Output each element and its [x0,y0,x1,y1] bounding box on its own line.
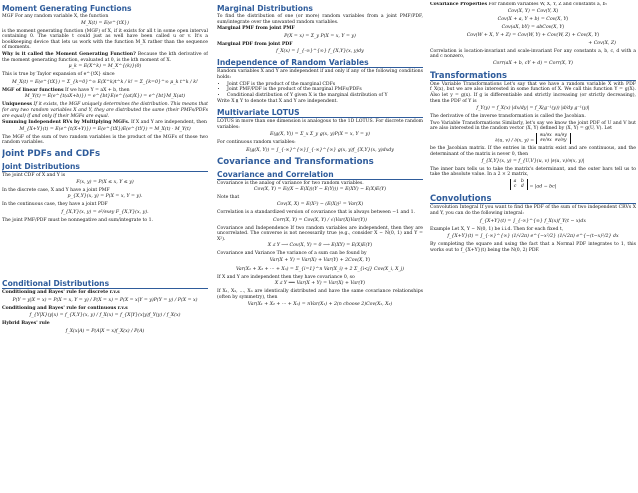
matrix-entry: ∂v/∂y [554,138,567,144]
cov-property-2: Cov(X + a, Y + b) = Cov(X, Y) [497,16,569,22]
example-equation: f_{X+Y}(t) = ∫_{-∞}^{∞} (1/√2π) e^{−x²/2} (1/√2π) e^{−(t−x)²/2} dx [447,234,619,240]
independence-text: Random variables X and Y are independent if and only if any of the following conditions holds: [217,69,423,80]
one-var-transform-equation: f_Y(y) = f_X(x) |dx/dy| = f_X(g⁻¹(y)) |d/dy g⁻¹(y)| [476,106,590,112]
matrix-entry: c [513,184,517,190]
determinant-rhs: = |ad − bc| [529,184,557,190]
joint-pmf-text: In the discrete case, X and Y have a joint PMF [2,187,110,193]
cov-independence-equation: X ⫫ Y ⟶ Cov(X, Y) = 0 ⟶ E(XY) = E(X)E(Y) [267,243,373,249]
marginal-pmf-heading: Marginal PMF from joint PMF [217,26,295,32]
section-joint-title: Joint PDFs and CDFs [2,148,101,159]
cov-corr-heading: Covariance and Correlation [217,170,423,180]
jacobian-text: be the Jacobian matrix. If the entries in this matrix exist and are continuous, and the determinant of the matrix is never 0, then [430,146,636,158]
column-1 [2,2,208,491]
convolution-text: Convolution Integral If you want to find the PDF of the sum of two independent CRVs X and Y, you can do the following integral: [430,205,636,216]
column-3 [430,2,636,491]
why-text: Because the kth derivative of the moment generating function, evaluated at 0, is the kth moment of X. [2,51,208,63]
sum-text: If X and Y are independent, then [130,120,207,126]
transformations-heading: Transformations [430,70,636,81]
bayes-discrete-heading: Conditioning and Bayes' rule for discrete r.v.s [2,290,120,296]
covariance-equation: Cov(X, Y) = E((X − E(X))(Y − E(Y))) = E(XY) − E(X)E(Y) [253,187,387,193]
lotus-heading: Multivariate LOTUS [217,108,423,118]
list-item: • Conditional distribution of Y given X is the marginal distribution of Y [227,93,423,99]
lotus-continuous-text: For continuous random variables: [217,140,296,146]
mgf-description: is the moment generating function (MGF) of X, if it exists for all t in some open interval containing 0. The variable t could just as well have been called u or v. It's a bookkeeping device that lets us work with the function M_X rather than the sequence of moments. [2,28,208,51]
column-2 [217,2,423,491]
linear-equation: M_Y(t) = E(e^{t(aX+b)}) = e^{bt}E(e^{(at)X}) = e^{bt}M_X(at) [24,94,186,100]
iid-equation: Var(X₁ + X₂ + ··· + Xₙ) = nVar(X₁) + 2(n choose 2)Cov(X₁, X₂) [247,301,393,307]
jacobian-equation: f_{X,Y}(x, y) = f_{U,V}(u, v) |∂(u, v)/∂(x, y)| [481,158,585,164]
cov-property-1: Cov(X, Y) = Cov(Y, X) [507,8,559,14]
marginal-pmf-equation: P(X = x) = Σ_y P(X = x, Y = y) [284,33,356,39]
matrix-entry: ∂u/∂y [554,132,567,138]
marginal-text: To find the distribution of one (or more) random variables from a joint PMF/PDF, sum/integrate over the unwanted random variables. [217,14,423,25]
one-var-transform-text: One Variable Transformations Let's say that we have a random variable X with PDF f_X(x), but we are also interested in some function of X. We call this function Y = g(X). Also let y = g(x). If g is differentiable and strictly increasing (or strictly decreasing), then the PDF of Y is [430,81,636,104]
cov-properties-heading: Covariance Properties [430,2,488,7]
moment-equation: μ_k = E(X^k) = M_X^{(k)}(0) [68,64,142,70]
example-text: Example Let X, Y ∼ N(0, 1) be i.i.d. Then for each fixed t, [430,226,564,232]
determinant-text: The inner bars tells us to take the matrix's determinant, and the outer bars tell us to take the absolute value. In a 2 × 2 matrix, [430,166,636,178]
section-covariance-title: Covariance and Transformations [217,156,374,167]
marginal-pdf-heading: Marginal PDF from joint PDF [217,41,293,47]
correlation-text: Correlation is a standardized version of covariance that is always between −1 and 1. [217,209,415,215]
joint-pdf-note: The joint PMF/PDF must be nonnegative and sum/integrate to 1. [2,217,153,223]
jacobian-matrix-equation [430,133,636,145]
lotus-text: LOTUS in more than one dimension is analogous to the 1D LOTUS. For discrete random variables: [217,118,423,130]
matrix-entry: d [520,184,524,190]
cov-properties-text: For random variables W, X, Y, Z and constants a, b: [488,2,608,7]
matrix-entry: b [520,178,524,184]
conditional-heading: Conditional Distributions [2,279,208,289]
independent-text: If X and Y are independent then they have covariance 0, so [217,274,355,280]
var-sum-equation: Var(X + Y) = Var(X) + Var(Y) + 2Cov(X, Y) [269,257,371,263]
mgf-definition: MGF For any random variable X, the function [2,14,109,19]
why-heading: Why is it called the Moment Generating Function? [2,51,136,57]
corr-invariance-text: Correlation is location-invariant and scale-invariant For any constants a, b, c, d with a and c nonzero, [430,48,636,60]
uniqueness-text: If it exists, the MGF uniquely determines the distribution. This means that for any two random variables X and Y, they are distributed the same (their PMFs/PDFs are equal) if and only if their MGFs are equal. [2,102,208,119]
marginal-pdf-equation: f_X(x) = ∫_{-∞}^{∞} f_{X,Y}(x, y)dy [276,49,364,55]
joint-pmf-equation: p_{X,Y}(x, y) = P(X = x, Y = y). [67,194,143,200]
section-mgf-title: Moment Generating Functions [2,4,132,13]
joint-cdf-equation: F(x, y) = P(X ≤ x, Y ≤ y) [76,179,134,185]
joint-pdf-text: In the continuous case, they have a joint PDF [2,202,108,208]
joint-pdf-equation: f_{X,Y}(x, y) = ∂²/∂x∂y F_{X,Y}(x, y). [61,209,149,215]
independence-list [227,82,423,99]
column-1-spacer [2,224,208,276]
sum-note: The MGF of the sum of two random variables is the product of the MGFs of those two random variables. [2,134,208,146]
iid-text: If X₁, X₂, ..., Xₙ are identically distributed and have the same covariance relationships (often by symmetry), then [217,289,423,301]
bayes-continuous-heading: Conditioning and Bayes' rule for continuous r.v.s [2,305,128,311]
var-sum-n-equation: Var(X₁ + X₂ + ··· + Xₙ) = Σ_{i=1}^n Var(X_i) + 2 Σ_{i<j} Cov(X_i, X_j) [235,266,405,272]
linear-heading: MGF of linear functions [2,87,64,93]
cov-property-4: Cov(W + X, Y + Z) = Cov(W, Y) + Cov(W, Z) + Cov(X, Y) [466,32,600,38]
lotus-continuous-equation: E(g(X, Y)) = ∫_{-∞}^{∞}∫_{-∞}^{∞} g(x, y)f_{X,Y}(x, y)dxdy [246,147,394,153]
taylor-equation: M_X(t) = E(e^{tX}) = Σ_{k=0}^∞ E(X^k)t^k / k! = Σ_{k=0}^∞ μ_k t^k / k! [12,79,198,85]
independent-var-equation: X ⫫ Y ⟹ Var(X + Y) = Var(X) + Var(Y) [274,281,366,287]
list-item: • Joint PMF/PDF is the product of the marginal PMFs/PDFs [227,87,423,93]
mgf-equation: M_X(t) = E(e^{tX}) [81,20,129,26]
uniqueness-heading: Uniqueness [2,102,33,108]
convolution-equation: f_{X+Y}(t) = ∫_{-∞}^{∞} f_X(x)f_Y(t − x)dx [479,218,586,224]
bayes-discrete-equation: P(Y = y|X = x) = P(X = x, Y = y) / P(X = x) = P(X = x|Y = y)P(Y = y) / P(X = x) [12,297,198,303]
determinant-matrix [510,179,528,190]
joint-cdf-text: The joint CDF of X and Y is [2,172,66,178]
matrix-entry: a [513,178,517,184]
correlation-equation: Corr(X, Y) = Cov(X, Y) / √(Var(X)Var(Y)) [273,217,367,223]
independence-note: Write X ⫫ Y to denote that X and Y are independent. [217,99,338,105]
cov-property-3: Cov(aX, bY) = abCov(X, Y) [501,24,565,30]
cov-variance-text: Covariance and Variance The variance of a sum can be found by [217,251,367,257]
corr-invariance-equation: Corr(aX + b, cY + d) = Corr(X, Y) [492,60,574,66]
convolutions-heading: Convolutions [430,193,636,204]
covariance-text: Covariance is the analog of variance for two random variables. [217,180,364,186]
cov-independence-text: Covariance and Independence If two random variables are independent, then they are uncorrelated. The converse is not necessarily true (e.g., consider X ∼ N(0, 1) and Y = X²). [217,225,423,242]
matrix-entry: ∂v/∂x [540,138,552,144]
hybrid-equation: f_X(x|A) = P(A|X = x)f_X(x) / P(A) [65,329,145,335]
hybrid-heading: Hybrid Bayes' rule [2,321,50,327]
sum-heading: Summing Independent RVs by Multiplying MGFs. [2,120,130,126]
note-text: Note that [217,195,240,201]
determinant-equation [430,179,636,191]
bayes-continuous-equation: f_{Y|X}(y|x) = f_{X,Y}(x, y) / f_X(x) = f_{X|Y}(x|y)f_Y(y) / f_X(x) [29,313,181,319]
list-item: • Joint CDF is the product of the marginal CDFs [227,82,423,88]
sum-equation: M_{X+Y}(t) = E(e^{t(X+Y)}) = E(e^{tX})E(e^{tY}) = M_X(t) · M_Y(t) [19,126,191,132]
taylor-text: This is true by Taylor expansion of e^{tX} since [2,72,115,78]
linear-text: If we have Y = aX + b, then [65,87,130,93]
matrix-entry: ∂u/∂x [539,132,552,138]
independence-heading: Independence of Random Variables [217,58,423,68]
section-marginal-title: Marginal Distributions [217,4,313,13]
jacobian-note: The derivative of the inverse transformation is called the Jacobian. [430,114,586,120]
two-var-transform-text: Two Variable Transformations Similarly, let's say we know the joint PDF of U and V but are also interested in the random vector (X, Y) defined by (X, Y) = g(U, V). Let [430,120,636,132]
jacobian-lhs: ∂(u, v) / ∂(x, y) = [495,138,535,144]
lotus-discrete-equation: E(g(X, Y)) = Σ_x Σ_y g(x, y)P(X = x, Y = y) [270,132,370,138]
cov-variance-equation: Cov(X, X) = E(X²) − (E(X))² = Var(X) [276,201,364,207]
cov-property-5: + Cov(X, Z) [588,40,616,46]
joint-distributions-heading: Joint Distributions [2,162,208,172]
example-note: By completing the square and using the fact that a Normal PDF integrates to 1, this works out to f_{X+Y}(t) being the N(0, 2) PDF. [430,242,636,253]
jacobian-matrix [536,133,571,144]
